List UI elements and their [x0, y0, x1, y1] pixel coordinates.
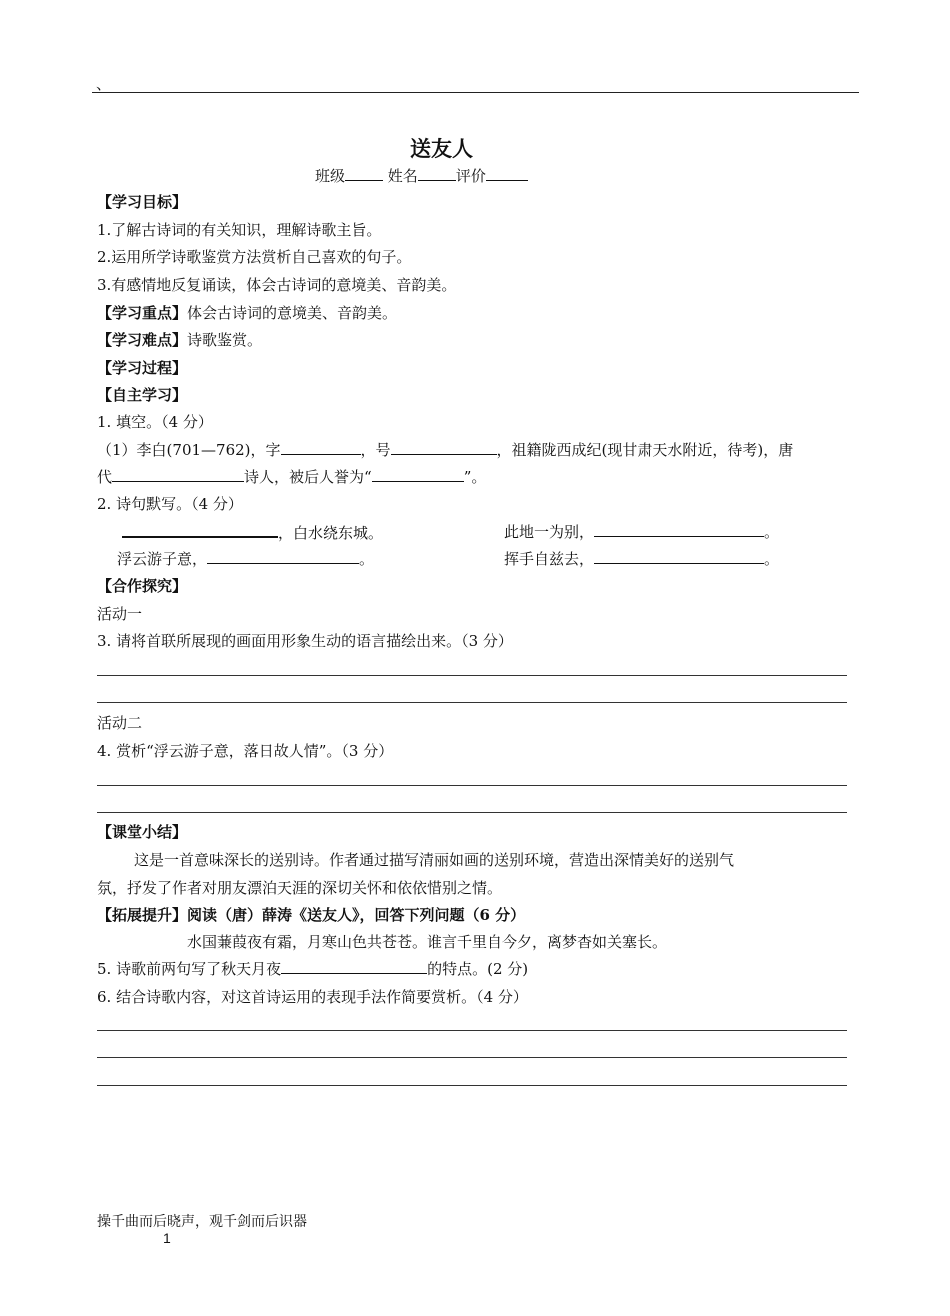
header-rule — [92, 92, 859, 93]
q2-b-text: 此地一为别， — [504, 523, 595, 541]
coop-heading: 【合作探究】 — [97, 577, 188, 595]
q1-text-b: ，号 — [360, 441, 391, 459]
q3-answer-line[interactable] — [97, 675, 847, 676]
q5-text-b: 的特点。(2 分) — [427, 960, 529, 978]
q2-d-text: 挥手自兹去， — [504, 550, 595, 568]
footer-motto: 操千曲而后晓声，观千剑而后识器 — [97, 1214, 307, 1230]
activity-two-label: 活动二 — [97, 714, 143, 732]
name-label: 姓名 — [387, 167, 418, 185]
objective-item: 2.运用所学诗歌鉴赏方法赏析自己喜欢的句子。 — [97, 248, 412, 266]
eval-label: 评价 — [455, 167, 486, 185]
difficulty-text: 诗歌鉴赏。 — [187, 331, 263, 349]
q2-blank-b[interactable] — [594, 522, 764, 537]
q2-line-a — [122, 522, 383, 543]
difficulty-line — [97, 330, 262, 350]
q1-title-blank[interactable] — [372, 467, 464, 482]
q1-line1 — [97, 440, 793, 460]
q1-text-a: （1）李白(701—762)，字 — [97, 441, 281, 459]
objectives-heading: 【学习目标】 — [97, 193, 188, 211]
objective-item: 1.了解古诗词的有关知识，理解诗歌主旨。 — [97, 221, 382, 239]
q4-answer-line[interactable] — [97, 785, 847, 786]
q1-text-f: ”。 — [463, 468, 487, 486]
process-heading: 【学习过程】 — [97, 359, 188, 377]
q2-a-text: ，白水绕东城。 — [278, 524, 384, 542]
q1-line2 — [97, 467, 486, 487]
difficulty-heading: 【学习难点】 — [97, 331, 188, 349]
q1-courtesy-name-blank[interactable] — [281, 440, 361, 455]
key-point-heading: 【学习重点】 — [97, 304, 188, 322]
q3-answer-line[interactable] — [97, 702, 847, 703]
q5-line — [97, 959, 528, 979]
class-label: 班级 — [315, 167, 346, 185]
q2-blank-a[interactable] — [122, 522, 278, 538]
summary-heading: 【课堂小结】 — [97, 823, 188, 841]
q2-title: 2. 诗句默写。（4 分） — [97, 495, 243, 513]
q2-blank-d[interactable] — [594, 549, 764, 564]
q1-text-e: 诗人，被后人誉为“ — [244, 468, 372, 486]
self-study-heading: 【自主学习】 — [97, 386, 188, 404]
q2-c-end: 。 — [359, 550, 375, 568]
q2-blank-c[interactable] — [207, 549, 359, 564]
name-blank[interactable] — [418, 166, 456, 181]
q4-answer-line[interactable] — [97, 812, 847, 813]
q2-c-text: 浮云游子意， — [117, 550, 208, 568]
q5-text-a: 5. 诗歌前两句写了秋天月夜 — [97, 960, 282, 978]
key-point-text: 体会古诗词的意境美、音韵美。 — [187, 304, 398, 322]
activity-one-label: 活动一 — [97, 605, 143, 623]
extension-poem: 水国蒹葭夜有霜，月寒山色共苍苍。谁言千里自今夕，离梦杳如关塞长。 — [187, 933, 668, 951]
summary-line: 氛，抒发了作者对朋友漂泊天涯的深切关怀和依依惜别之情。 — [97, 879, 503, 897]
key-point-line — [97, 303, 397, 323]
q6-answer-line[interactable] — [97, 1057, 847, 1058]
q6-answer-line[interactable] — [97, 1030, 847, 1031]
q1-text-d: 代 — [97, 468, 113, 486]
q1-title: 1. 填空。（4 分） — [97, 413, 213, 431]
objective-item: 3.有感情地反复诵读，体会古诗词的意境美、音韵美。 — [97, 276, 457, 294]
q3-text: 3. 请将首联所展现的画面用形象生动的语言描绘出来。（3 分） — [97, 632, 513, 650]
q2-b-end: 。 — [764, 523, 780, 541]
page-number: 1 — [163, 1230, 171, 1246]
extension-heading: 【拓展提升】阅读（唐）薛涛《送友人》，回答下列问题（6 分） — [97, 906, 526, 924]
q2-line-d — [504, 549, 779, 569]
q6-answer-line[interactable] — [97, 1085, 847, 1086]
q2-d-end: 。 — [764, 550, 780, 568]
q1-text-c: ，祖籍陇西成纪(现甘肃天水附近，待考)，唐 — [496, 441, 794, 459]
class-blank[interactable] — [345, 166, 383, 181]
q2-line-c — [117, 549, 374, 569]
page-title: 送友人 — [410, 136, 473, 161]
eval-blank[interactable] — [486, 166, 528, 181]
q5-blank[interactable] — [281, 959, 427, 974]
summary-line: 这是一首意味深长的送别诗。作者通过描写清丽如画的送别环境，营造出深情美好的送别气 — [134, 851, 735, 869]
q1-pen-name-blank[interactable] — [391, 440, 497, 455]
q6-text: 6. 结合诗歌内容，对这首诗运用的表现手法作简要赏析。（4 分） — [97, 988, 528, 1006]
q1-era-blank[interactable] — [112, 467, 244, 482]
header-mark: 、 — [96, 75, 112, 93]
q2-line-b — [504, 522, 779, 542]
q4-text: 4. 赏析“浮云游子意，落日故人情”。（3 分） — [97, 742, 394, 760]
student-info-line — [315, 166, 528, 186]
